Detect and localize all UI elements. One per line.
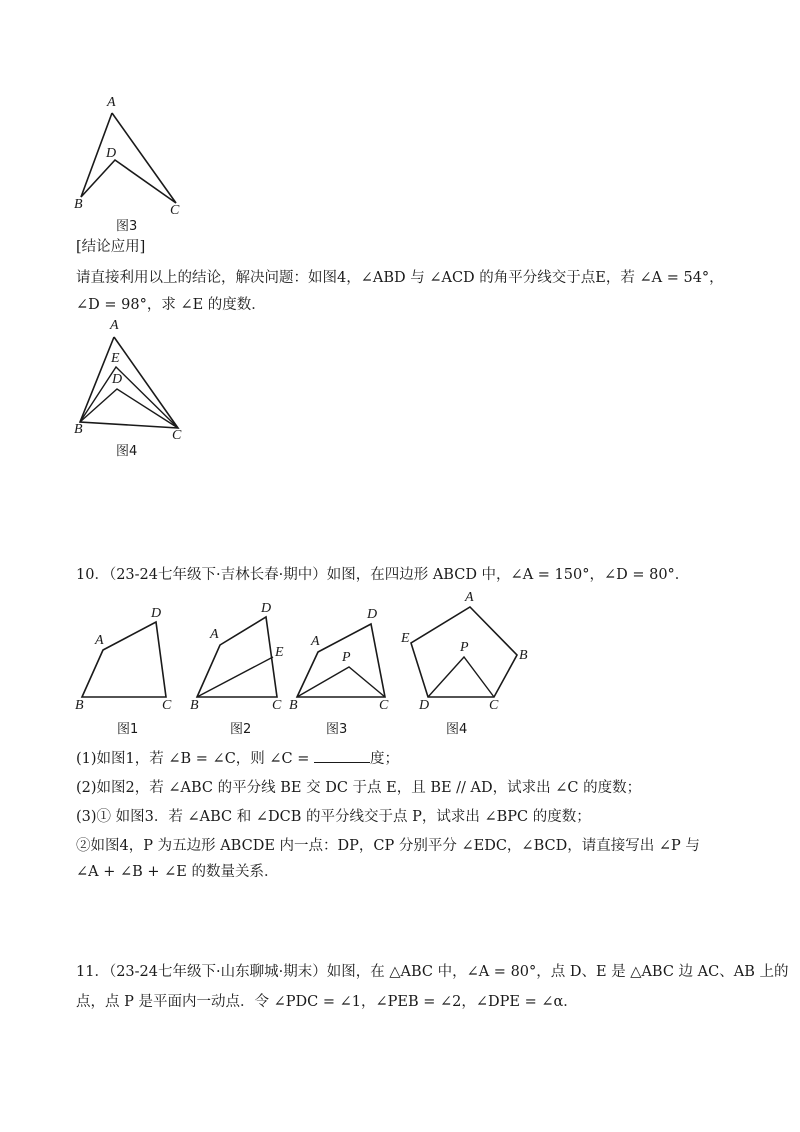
q10-fig4-label-p: P — [460, 640, 469, 655]
answer-blank[interactable] — [314, 748, 370, 763]
fig3-label-d: D — [106, 146, 117, 161]
q10-fig2-label-b: B — [190, 698, 199, 713]
q10-intro: 10．（23-24七年级下·吉林长春·期中）如图，在四边形 ABCD 中，∠A = 150°，∠D = 80°． — [76, 567, 690, 583]
q9-text-line2: ∠D = 98°，求 ∠E 的度数． — [76, 297, 266, 313]
q10-fig1-caption: 图1 — [117, 722, 139, 737]
q10-fig4-label-c: C — [489, 698, 499, 713]
q10-fig4-label-d: D — [419, 698, 430, 713]
fig4-label-c: C — [172, 428, 182, 443]
q10-fig1-label-d: D — [151, 606, 162, 621]
q10-fig3-caption: 图3 — [326, 722, 348, 737]
q9-text-line1: 请直接利用以上的结论，解决问题：如图4，∠ABD 与 ∠ACD 的角平分线交于点E，若 ∠A = 54°， — [76, 270, 724, 286]
q10-fig2-label-a: A — [210, 627, 219, 642]
q10-part2: (2)如图2，若 ∠ABC 的平分线 BE 交 DC 于点 E，且 BE // AD，试求出 ∠C 的度数； — [76, 780, 642, 796]
q11-line1: 11．（23-24七年级下·山东聊城·期末）如图，在 △ABC 中，∠A = 80°，点 D、E 是 △ABC 边 AC、AB 上的 — [76, 964, 789, 980]
fig4-caption: 图4 — [116, 444, 138, 459]
q10-part3-2-line1: ②如图4，P 为五边形 ABCDE 内一点：DP，CP 分别平分 ∠EDC，∠BCD，请直接写出 ∠P 与 — [76, 838, 700, 854]
fig3-label-c: C — [170, 203, 180, 218]
q10-part1 — [76, 748, 399, 769]
q10-part3-1: (3)① 如图3．若 ∠ABC 和 ∠DCB 的平分线交于点 P，试求出 ∠BPC 的度数； — [76, 809, 591, 825]
q10-fig4-label-e: E — [401, 631, 410, 646]
q10-fig1-label-b: B — [75, 698, 84, 713]
fig3-caption: 图3 — [116, 219, 138, 234]
q10-fig2-label-d: D — [261, 601, 272, 616]
fig4-label-d: D — [112, 372, 123, 387]
q10-fig3-label-b: B — [289, 698, 298, 713]
q10-fig4-label-a: A — [465, 590, 474, 605]
q11-line2: 点，点 P 是平面内一动点．令 ∠PDC = ∠1，∠PEB = ∠2，∠DPE = ∠α． — [76, 994, 578, 1010]
fig4-label-a: A — [110, 318, 119, 333]
q10-fig2-label-c: C — [272, 698, 282, 713]
q10-fig4-label-b: B — [519, 648, 528, 663]
q10-fig3-label-p: P — [342, 650, 351, 665]
q10-fig3-label-c: C — [379, 698, 389, 713]
section-heading: [结论应用] — [76, 239, 146, 255]
fig3-label-b: B — [74, 197, 83, 212]
fig4-label-b: B — [74, 422, 83, 437]
q10-fig4-caption: 图4 — [446, 722, 468, 737]
q10-part1-before: (1)如图1，若 ∠B = ∠C，则 ∠C = — [76, 751, 310, 767]
fig4-label-e: E — [111, 351, 120, 366]
q10-part3-2-line2: ∠A + ∠B + ∠E 的数量关系． — [76, 864, 279, 880]
q10-part1-after: 度； — [370, 751, 400, 767]
q10-fig1-label-a: A — [95, 633, 104, 648]
q10-fig2-caption: 图2 — [230, 722, 252, 737]
q10-fig1-label-c: C — [162, 698, 172, 713]
q10-fig3-label-a: A — [311, 634, 320, 649]
q10-fig3-label-d: D — [367, 607, 378, 622]
q10-fig2-label-e: E — [275, 645, 284, 660]
fig3-label-a: A — [107, 95, 116, 110]
